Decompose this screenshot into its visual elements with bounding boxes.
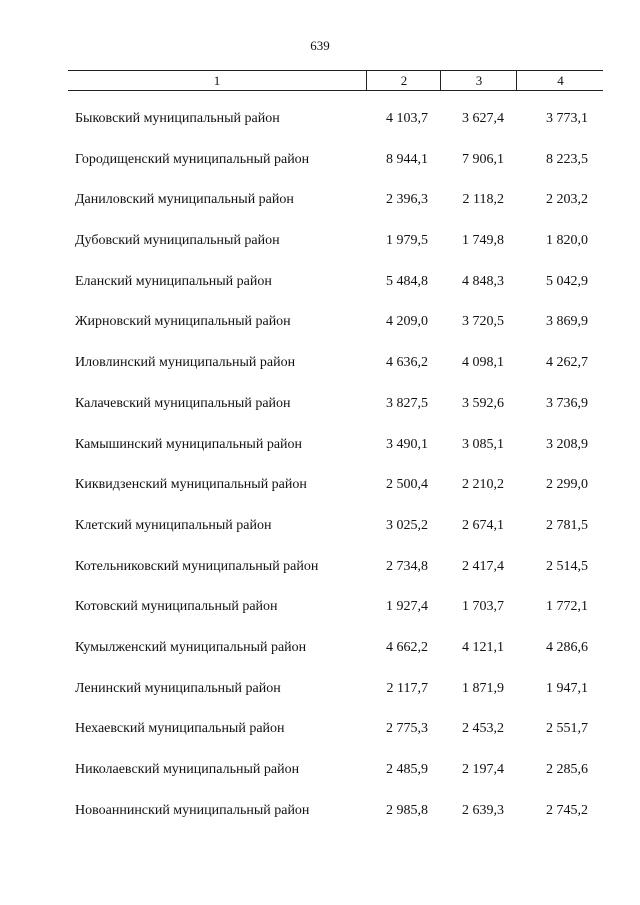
value-col-4: 2 203,2 [546,192,588,208]
value-col-4: 2 514,5 [546,558,588,574]
value-col-3: 2 210,2 [462,477,504,493]
value-col-4: 2 551,7 [546,721,588,737]
value-col-4: 2 285,6 [546,762,588,777]
value-col-3: 3 592,6 [462,395,504,411]
table-row [0,800,640,841]
value-col-4: 2 781,5 [546,517,588,533]
value-col-4: 3 773,1 [546,111,588,126]
value-col-3: 2 639,3 [462,802,504,818]
value-col-3: 2 118,2 [462,192,504,208]
value-col-3: 2 417,4 [462,558,504,574]
table-row [0,189,640,230]
value-col-3: 3 720,5 [462,314,504,330]
district-name: Нехаевский муниципальный район [75,721,285,737]
district-name: Котельниковский муниципальный район [75,558,319,574]
header-cell-1: 1 [213,73,221,88]
district-name: Жирновский муниципальный район [75,314,291,330]
value-col-3: 1 749,8 [462,233,504,249]
table-row [0,352,640,393]
table-row [0,718,640,759]
value-col-2: 1 927,4 [386,599,428,615]
value-col-2: 8 944,1 [386,151,428,167]
value-col-2: 2 485,9 [386,762,428,777]
district-name: Калачевский муниципальный район [75,395,291,411]
district-name: Быковский муниципальный район [75,111,280,126]
table-row [0,149,640,190]
value-col-3: 3 085,1 [462,436,504,452]
value-col-4: 1 947,1 [546,680,588,696]
value-col-3: 4 848,3 [462,273,504,289]
value-col-3: 3 627,4 [462,111,504,126]
table-row [0,637,640,678]
value-col-2: 2 985,8 [386,802,428,818]
value-col-2: 3 025,2 [386,517,428,533]
value-col-3: 1 871,9 [462,680,504,696]
value-col-4: 2 299,0 [546,477,588,493]
value-col-4: 3 869,9 [546,314,588,330]
district-name: Киквидзенский муниципальный район [75,477,307,493]
value-col-2: 2 117,7 [386,680,428,696]
value-col-4: 5 042,9 [546,273,588,289]
district-name: Камышинский муниципальный район [75,436,303,452]
table-row [0,596,640,637]
value-col-3: 2 197,4 [462,762,504,777]
table-row [0,108,640,149]
value-col-3: 2 674,1 [462,517,504,533]
value-col-2: 3 827,5 [386,395,428,411]
value-col-2: 2 734,8 [386,558,428,574]
header-cell-3: 3 [440,71,517,90]
value-col-4: 2 745,2 [546,802,588,818]
table-row [0,434,640,475]
value-col-2: 4 662,2 [386,639,428,655]
district-name: Котовский муниципальный район [75,599,278,615]
value-col-3: 4 121,1 [462,639,504,655]
value-col-2: 2 775,3 [386,721,428,737]
value-col-4: 8 223,5 [546,151,588,167]
header-cell-4: 4 [516,71,604,90]
district-name: Клетский муниципальный район [75,517,272,533]
value-col-2: 4 636,2 [386,355,428,371]
district-name: Дубовский муниципальный район [75,233,280,249]
value-col-3: 7 906,1 [462,151,504,167]
value-col-3: 2 453,2 [462,721,504,737]
value-col-2: 4 209,0 [386,314,428,330]
value-col-2: 1 979,5 [386,233,428,249]
header-cell-2: 2 [366,71,441,90]
table-header [68,70,603,91]
table-body [0,108,640,840]
page-number: 639 [310,38,330,53]
value-col-2: 2 396,3 [386,192,428,208]
value-col-2: 5 484,8 [386,273,428,289]
table-row [0,230,640,271]
value-col-2: 2 500,4 [386,477,428,493]
district-name: Новоаннинский муниципальный район [75,802,310,818]
value-col-3: 1 703,7 [462,599,504,615]
district-name: Даниловский муниципальный район [75,192,294,208]
value-col-2: 4 103,7 [386,111,428,126]
value-col-4: 3 736,9 [546,395,588,411]
value-col-4: 4 262,7 [546,355,588,371]
table-row [0,678,640,719]
table-row [0,759,640,800]
district-name: Ленинский муниципальный район [75,680,281,696]
district-name: Иловлинский муниципальный район [75,355,296,371]
table-row [0,393,640,434]
table-row [0,311,640,352]
district-name: Николаевский муниципальный район [75,762,300,777]
value-col-4: 1 772,1 [546,599,588,615]
value-col-3: 4 098,1 [462,355,504,371]
value-col-4: 1 820,0 [546,233,588,249]
district-name: Еланский муниципальный район [75,273,272,289]
table-row [0,556,640,597]
table-row [0,474,640,515]
table-row [0,271,640,312]
value-col-2: 3 490,1 [386,436,428,452]
value-col-4: 3 208,9 [546,436,588,452]
district-name: Кумылженский муниципальный район [75,639,307,655]
district-name: Городищенский муниципальный район [75,151,310,167]
table-row [0,515,640,556]
value-col-4: 4 286,6 [546,639,588,655]
